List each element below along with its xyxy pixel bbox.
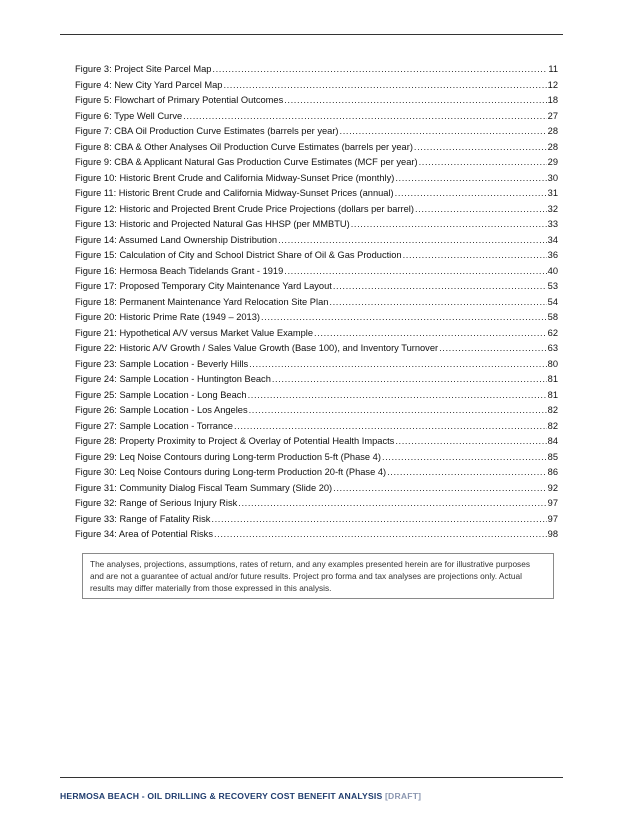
toc-entry-page-number: 28 xyxy=(547,141,558,152)
toc-entry[interactable] xyxy=(75,465,558,481)
toc-entry-title: Figure 27: Sample Location - Torrance xyxy=(75,420,233,431)
toc-entry[interactable] xyxy=(75,186,558,202)
toc-dot-leader xyxy=(238,496,546,512)
toc-entry[interactable] xyxy=(75,217,558,233)
toc-entry[interactable] xyxy=(75,202,558,218)
toc-entry-page-number: 97 xyxy=(547,498,558,509)
toc-entry[interactable] xyxy=(75,326,558,342)
toc-entry-title: Figure 3: Project Site Parcel Map xyxy=(75,64,212,74)
toc-dot-leader xyxy=(333,279,547,295)
toc-entry[interactable] xyxy=(75,310,558,326)
toc-dot-leader xyxy=(248,388,547,404)
toc-dot-leader xyxy=(284,264,546,280)
toc-dot-leader xyxy=(414,140,547,156)
toc-entry-page-number: 54 xyxy=(547,296,558,307)
toc-entry-page-number: 98 xyxy=(547,529,558,540)
toc-entry-page-number: 97 xyxy=(547,513,558,524)
toc-entry[interactable] xyxy=(75,279,558,295)
toc-dot-leader xyxy=(249,357,547,373)
toc-entry-page-number: 40 xyxy=(547,265,558,276)
toc-entry-title: Figure 21: Hypothetical A/V versus Market Value Example xyxy=(75,327,314,338)
toc-entry-page-number: 36 xyxy=(547,250,558,261)
toc-entry[interactable] xyxy=(75,295,558,311)
toc-entry-title: Figure 20: Historic Prime Rate (1949 – 2013) xyxy=(75,312,260,323)
toc-entry-page-number: 29 xyxy=(547,157,558,168)
toc-entry-page-number: 34 xyxy=(547,234,558,245)
toc-entry-title: Figure 31: Community Dialog Fiscal Team Summary (Slide 20) xyxy=(75,482,333,493)
toc-entry[interactable] xyxy=(75,496,558,512)
toc-entry-page-number: 80 xyxy=(547,358,558,369)
toc-entry[interactable] xyxy=(75,403,558,419)
toc-entry-title: Figure 25: Sample Location - Long Beach xyxy=(75,389,247,400)
page-footer xyxy=(60,791,563,801)
toc-entry-page-number: 62 xyxy=(547,327,558,338)
toc-entry-page-number: 11 xyxy=(548,64,558,74)
toc-dot-leader xyxy=(340,124,547,140)
toc-entry-page-number: 53 xyxy=(547,281,558,292)
toc-entry[interactable] xyxy=(75,388,558,404)
toc-entry[interactable] xyxy=(75,233,558,249)
toc-entry[interactable] xyxy=(75,78,558,94)
toc-entry[interactable] xyxy=(75,264,558,280)
toc-entry-title: Figure 33: Range of Fatality Risk xyxy=(75,513,211,524)
toc-entry-page-number: 33 xyxy=(547,219,558,230)
toc-entry-page-number: 30 xyxy=(547,172,558,183)
toc-entry[interactable] xyxy=(75,341,558,357)
toc-entry-title: Figure 18: Permanent Maintenance Yard Relocation Site Plan xyxy=(75,296,329,307)
toc-entry-page-number: 31 xyxy=(547,188,558,199)
footer-rule xyxy=(60,777,563,778)
toc-entry[interactable] xyxy=(75,357,558,373)
toc-entry-page-number: 58 xyxy=(547,312,558,323)
toc-entry-page-number: 27 xyxy=(547,110,558,121)
toc-entry[interactable] xyxy=(75,434,558,450)
toc-dot-leader xyxy=(387,465,547,481)
toc-entry[interactable] xyxy=(75,171,558,187)
toc-entry-title: Figure 17: Proposed Temporary City Maintenance Yard Layout xyxy=(75,281,332,292)
toc-entry-title: Figure 10: Historic Brent Crude and California Midway-Sunset Price (monthly) xyxy=(75,172,395,183)
toc-dot-leader xyxy=(261,310,547,326)
toc-dot-leader xyxy=(223,78,546,94)
toc-entry-title: Figure 32: Range of Serious Injury Risk xyxy=(75,498,238,509)
footer-title: HERMOSA BEACH - OIL DRILLING & RECOVERY COST BENEFIT ANALYSIS xyxy=(60,791,383,801)
toc-dot-leader xyxy=(272,372,547,388)
toc-entry[interactable] xyxy=(75,124,558,140)
toc-entry-title: Figure 16: Hermosa Beach Tidelands Grant - 1919 xyxy=(75,265,284,276)
toc-entry-page-number: 28 xyxy=(547,126,558,137)
toc-entry-title: Figure 28: Property Proximity to Project & Overlay of Potential Health Impacts xyxy=(75,436,395,447)
toc-dot-leader xyxy=(395,186,547,202)
toc-entry-page-number: 85 xyxy=(547,451,558,462)
toc-dot-leader xyxy=(329,295,546,311)
toc-entry[interactable] xyxy=(75,419,558,435)
toc-dot-leader xyxy=(183,109,547,125)
disclaimer-box: The analyses, projections, assumptions, rates of return, and any examples presented herein are for illustrative purposes and are not a guarantee of actual and/or future results. Project pro forma and tax analyses are projections only. Actual results may differ materially from those expressed in this analysis. xyxy=(82,553,554,599)
toc-dot-leader xyxy=(382,450,547,466)
toc-dot-leader xyxy=(395,171,546,187)
toc-entry-title: Figure 22: Historic A/V Growth / Sales Value Growth (Base 100), and Inventory Turnover xyxy=(75,343,439,354)
toc-entry[interactable] xyxy=(75,109,558,125)
toc-dot-leader xyxy=(419,155,547,171)
toc-entry-title: Figure 30: Leq Noise Contours during Long-term Production 20-ft (Phase 4) xyxy=(75,467,387,478)
toc-entry-title: Figure 5: Flowchart of Primary Potential Outcomes xyxy=(75,95,284,106)
toc-entry[interactable] xyxy=(75,140,558,156)
toc-entry[interactable] xyxy=(75,93,558,109)
toc-entry-title: Figure 11: Historic Brent Crude and California Midway-Sunset Prices (annual) xyxy=(75,188,394,199)
toc-dot-leader xyxy=(395,434,546,450)
toc-entry-title: Figure 34: Area of Potential Risks xyxy=(75,529,213,540)
toc-entry-page-number: 86 xyxy=(547,467,558,478)
toc-dot-leader xyxy=(403,248,547,264)
toc-dot-leader xyxy=(415,202,547,218)
toc-entry[interactable] xyxy=(75,62,558,78)
toc-entry-page-number: 18 xyxy=(547,95,558,106)
toc-dot-leader xyxy=(284,93,546,109)
toc-entry[interactable] xyxy=(75,481,558,497)
toc-dot-leader xyxy=(278,233,547,249)
toc-dot-leader xyxy=(234,419,547,435)
toc-entry[interactable] xyxy=(75,155,558,171)
footer-draft-label: [DRAFT] xyxy=(385,791,422,801)
toc-dot-leader xyxy=(214,527,547,543)
toc-dot-leader xyxy=(212,62,547,78)
toc-entry-title: Figure 14: Assumed Land Ownership Distribution xyxy=(75,234,278,245)
toc-entry-page-number: 92 xyxy=(547,482,558,493)
toc-entry-page-number: 63 xyxy=(547,343,558,354)
toc-entry[interactable] xyxy=(75,512,558,528)
toc-entry-page-number: 82 xyxy=(547,420,558,431)
toc-entry[interactable] xyxy=(75,248,558,264)
toc-entry-title: Figure 9: CBA & Applicant Natural Gas Production Curve Estimates (MCF per year) xyxy=(75,157,418,168)
toc-entry-page-number: 12 xyxy=(547,79,558,90)
toc-entry-title: Figure 4: New City Yard Parcel Map xyxy=(75,79,223,90)
toc-dot-leader xyxy=(351,217,547,233)
toc-entry-title: Figure 26: Sample Location - Los Angeles xyxy=(75,405,248,416)
toc-entry-title: Figure 13: Historic and Projected Natural Gas HHSP (per MMBTU) xyxy=(75,219,350,230)
toc-dot-leader xyxy=(333,481,547,497)
toc-dot-leader xyxy=(314,326,547,342)
toc-entry-title: Figure 12: Historic and Projected Brent Crude Price Projections (dollars per barrel) xyxy=(75,203,414,214)
toc-dot-leader xyxy=(439,341,547,357)
toc-entry-page-number: 81 xyxy=(547,389,558,400)
toc-dot-leader xyxy=(211,512,546,528)
toc-entry-page-number: 82 xyxy=(547,405,558,416)
list-of-figures xyxy=(75,62,558,543)
toc-entry-page-number: 81 xyxy=(547,374,558,385)
toc-entry-title: Figure 29: Leq Noise Contours during Long-term Production 5-ft (Phase 4) xyxy=(75,451,381,462)
toc-entry-title: Figure 23: Sample Location - Beverly Hills xyxy=(75,358,249,369)
toc-entry[interactable] xyxy=(75,450,558,466)
toc-entry-title: Figure 15: Calculation of City and School District Share of Oil & Gas Production xyxy=(75,250,402,261)
toc-entry-title: Figure 6: Type Well Curve xyxy=(75,110,183,121)
toc-entry[interactable] xyxy=(75,372,558,388)
header-rule xyxy=(60,34,563,35)
toc-entry-title: Figure 7: CBA Oil Production Curve Estimates (barrels per year) xyxy=(75,126,339,137)
toc-entry[interactable] xyxy=(75,527,558,543)
toc-entry-title: Figure 8: CBA & Other Analyses Oil Production Curve Estimates (barrels per year) xyxy=(75,141,413,152)
toc-dot-leader xyxy=(249,403,547,419)
toc-entry-page-number: 32 xyxy=(547,203,558,214)
toc-entry-page-number: 84 xyxy=(547,436,558,447)
toc-entry-title: Figure 24: Sample Location - Huntington Beach xyxy=(75,374,271,385)
